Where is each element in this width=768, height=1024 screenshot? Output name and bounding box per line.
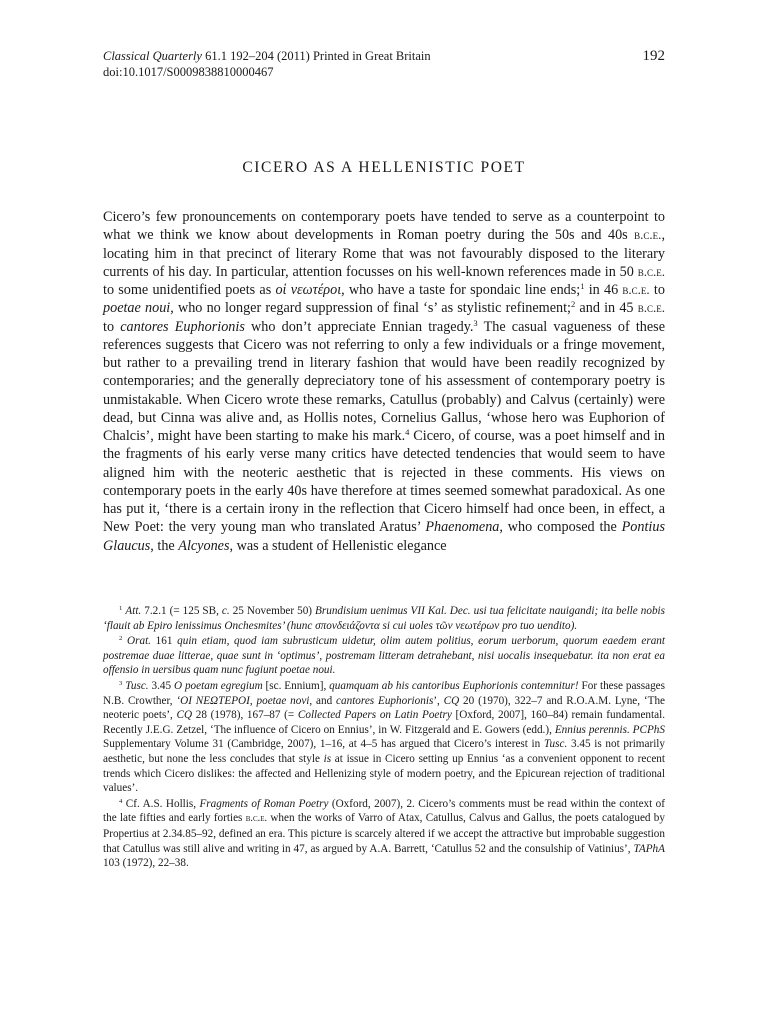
text-run: and in 45 [575, 300, 638, 317]
footnote-number: 4 [119, 797, 123, 805]
text-run: , the [150, 537, 179, 554]
footnote-2 [103, 634, 665, 678]
book-title: Fragments of Roman Poetry [199, 797, 329, 810]
text-run: , locating him in that precinct of literary Rome that was not favourably disposed to the literary currents of his day. In particular, attention focusses on his well-known references made in 50 [103, 227, 665, 280]
text-run: Supplementary Volume 31 (Cambridge, 2007), 1–16, at 4–5 has argued that Cicero’s interest in [103, 738, 544, 751]
text-run: to some unidentified poets as [103, 282, 276, 298]
greek-phrase: σπονδειάζοντα [315, 619, 380, 632]
footnote-ref[interactable]: 2 [571, 299, 576, 310]
footnote-1 [103, 604, 665, 633]
running-header [103, 48, 665, 80]
abbrev: c. [221, 605, 230, 617]
era-abbrev: b.c.e. [637, 263, 665, 279]
text-run: 20 (1970), 322–7 and R.O.A.M. Lyne, ‘The neoteric poets’, [103, 694, 666, 722]
text-run: 25 November 50) [229, 605, 316, 617]
work-abbrev: Tusc. [125, 679, 149, 692]
body-text [103, 208, 665, 555]
latin-quote: si cui uoles [379, 619, 436, 632]
journal-abbrev: CQ [176, 709, 193, 722]
footnote-ref[interactable]: 1 [580, 280, 585, 291]
footnote-3 [103, 679, 665, 796]
text-run: 3.45 is not primarily aesthetic, but none the less concludes that style [103, 738, 666, 765]
paragraph [103, 208, 665, 555]
work-title: Alcyones [178, 537, 230, 554]
era-abbrev: b.c.e. [245, 813, 268, 825]
article-title: CICERO AS A HELLENISTIC POET [242, 159, 526, 176]
text-run: , who composed the [499, 519, 622, 536]
text-run: at issue in Cicero setting up Ennius ‘as a convenient opponent to recent trends which Cicero dislikes: the affected and Hellenizing style of modern poetry, and the Epicurean rejection of traditional values’. [103, 752, 665, 795]
greek-phrase: τῶν νεωτέρων [435, 619, 500, 632]
journal-abbrev: TAPhA [633, 842, 665, 855]
work-title: Phaenomena [425, 519, 500, 536]
footnote-4 [103, 797, 665, 871]
text-run: when the works of Varro of Atax, Catullus, Calvus and Gallus, the poets catalogued by Propertius at 2.34.85–92, defined an era. This picture is scarcely altered if we accept the attractive but improbable suggestion that Catullus was still alive and writing in 47, as argued by A.A. Barrett, ‘Catullus 52 and the consulship of Vatinius’, [103, 812, 665, 855]
text-run: in 46 [584, 282, 623, 298]
greek-phrase: οἱ νεωτέροι [275, 282, 342, 298]
text-run: to [103, 318, 121, 335]
text-run: The casual vagueness of these references suggests that Cicero was not referring to only a few individuals or a fringe movement, but rather to a prevailing trend in literary fashion that would have been readily recognized by contemporaries; and the generally depreciatory tone of his assessment of contemporary poetry is unmistakable. When Cicero wrote these remarks, Catullus (probably) and Calvus (certainly) were dead, but Cinna was alive and, as Hollis notes, Cornelius Gallus, ‘whose hero was Euphorion of Chalcis’, might have been starting to make his mark. [103, 318, 665, 444]
text-run: For these passages N.B. Crowther, [103, 679, 665, 707]
text-run: , and [309, 694, 337, 707]
book-title: Collected Papers on Latin Poetry [297, 709, 452, 722]
journal-abbrev: CQ [443, 694, 460, 707]
citation-line [103, 48, 665, 64]
latin-quote: Brundisium uenimus VII Kal. Dec. usi tua felicitate nauigandi; ita belle nobis ‘flauit ab Epiro lenissimus Onchesmites’ (hunc [103, 605, 666, 632]
doi: doi:10.1017/S0009838810000467 [103, 65, 274, 79]
footnote-number: 2 [119, 635, 123, 643]
text-run: , [249, 694, 257, 707]
work-title: Pontius Glaucus [103, 519, 665, 554]
footnote-number: 3 [119, 679, 123, 687]
text-run: to [649, 282, 665, 298]
text-run: 7.2.1 (= 125 SB, [141, 605, 222, 617]
latin-quote: pro tuo uendito). [499, 619, 578, 632]
footnote-ref[interactable]: 3 [473, 317, 478, 328]
book-title: Ennius perennis. PCPhS [554, 723, 665, 736]
text-run: 3.45 [148, 679, 174, 692]
era-abbrev: b.c.e. [634, 227, 662, 243]
journal-name: Classical Quarterly [103, 49, 202, 63]
text-run: who don’t appreciate Ennian tragedy. [244, 318, 474, 335]
text-run: Cicero’s few pronouncements on contemporary poets have tended to serve as a counterpoint to what we think we know about developments in Roman poetry during the 50s and 40s [103, 209, 665, 244]
text-run: 28 (1978), 167–87 (= [192, 709, 298, 722]
emphasis: is [323, 752, 332, 765]
era-abbrev: b.c.e. [622, 282, 650, 297]
citation-details: 61.1 192–204 (2011) Printed in Great Britain [201, 49, 431, 63]
latin-phrase: cantores Euphorionis [336, 694, 434, 707]
text-run: [sc. Ennium], [262, 679, 330, 692]
greek-phrase: ‘ΟΙ ΝΕΩΤΕΡΟΙ [176, 694, 250, 707]
page-number: 192 [642, 48, 665, 64]
latin-phrase: poetae noui [103, 300, 171, 317]
text-run: ’, [433, 694, 444, 707]
footnote-number: 1 [119, 604, 123, 612]
latin-quote: quin etiam, quod iam subrusticum uidetur, olim autem politius, eorum uerborum, quorum eaedem erant postremae duae litterae, quae sunt in ‘optimus’, postremam litteram detrahebant, nisi uocalis insequebatur. ita non erat ea offensio in uersibus quam nunc fugiunt poetae noui. [103, 635, 665, 677]
text-run: Cf. A.S. Hollis, [122, 797, 200, 810]
text-run: , who have a taste for spondaic line ends; [341, 282, 581, 298]
text-run: (Oxford, 2007), 2. Cicero’s comments must be read within the context of the late fifties and early forties [103, 797, 665, 825]
work-abbrev: Tusc. [543, 738, 568, 751]
text-run: , was a student of Hellenistic elegance [229, 537, 447, 554]
footnotes [103, 604, 665, 872]
text-run: , who no longer regard suppression of final ‘s’ as stylistic refinement; [170, 300, 571, 317]
footnote-ref[interactable]: 4 [405, 426, 410, 437]
latin-phrase: cantores Euphorionis [120, 318, 245, 335]
work-abbrev: Att. [125, 605, 142, 617]
text-run: 103 (1972), 22–38. [103, 857, 189, 870]
work-abbrev: Orat. [127, 635, 151, 648]
text-run: Cicero, of course, was a poet himself and in the fragments of his early verse many critics have detected tendencies that would seem to have aligned him with the neoteric aesthetic that is rejected in these comments. His views on contemporary poets in the early 40s have therefore at times seemed somewhat paradoxical. As one has put it, ‘there is a certain irony in the reflection that Cicero himself had once been, in effect, a New Poet: the very young man who translated Aratus’ [103, 428, 665, 536]
text-run: [Oxford, 2007], 160–84) remain fundamental. Recently J.E.G. Zetzel, ‘The influence of Cicero on Ennius’, in W. Fitzgerald and E. Gowers (edd.), [103, 709, 665, 736]
text-run: 161 [150, 635, 178, 648]
era-abbrev: b.c.e. [637, 300, 665, 316]
latin-quote: O poetam egregium [173, 679, 263, 692]
latin-phrase: poetae novi [256, 694, 310, 707]
latin-quote: quamquam ab his cantoribus Euphorionis contemnitur! [329, 679, 579, 692]
